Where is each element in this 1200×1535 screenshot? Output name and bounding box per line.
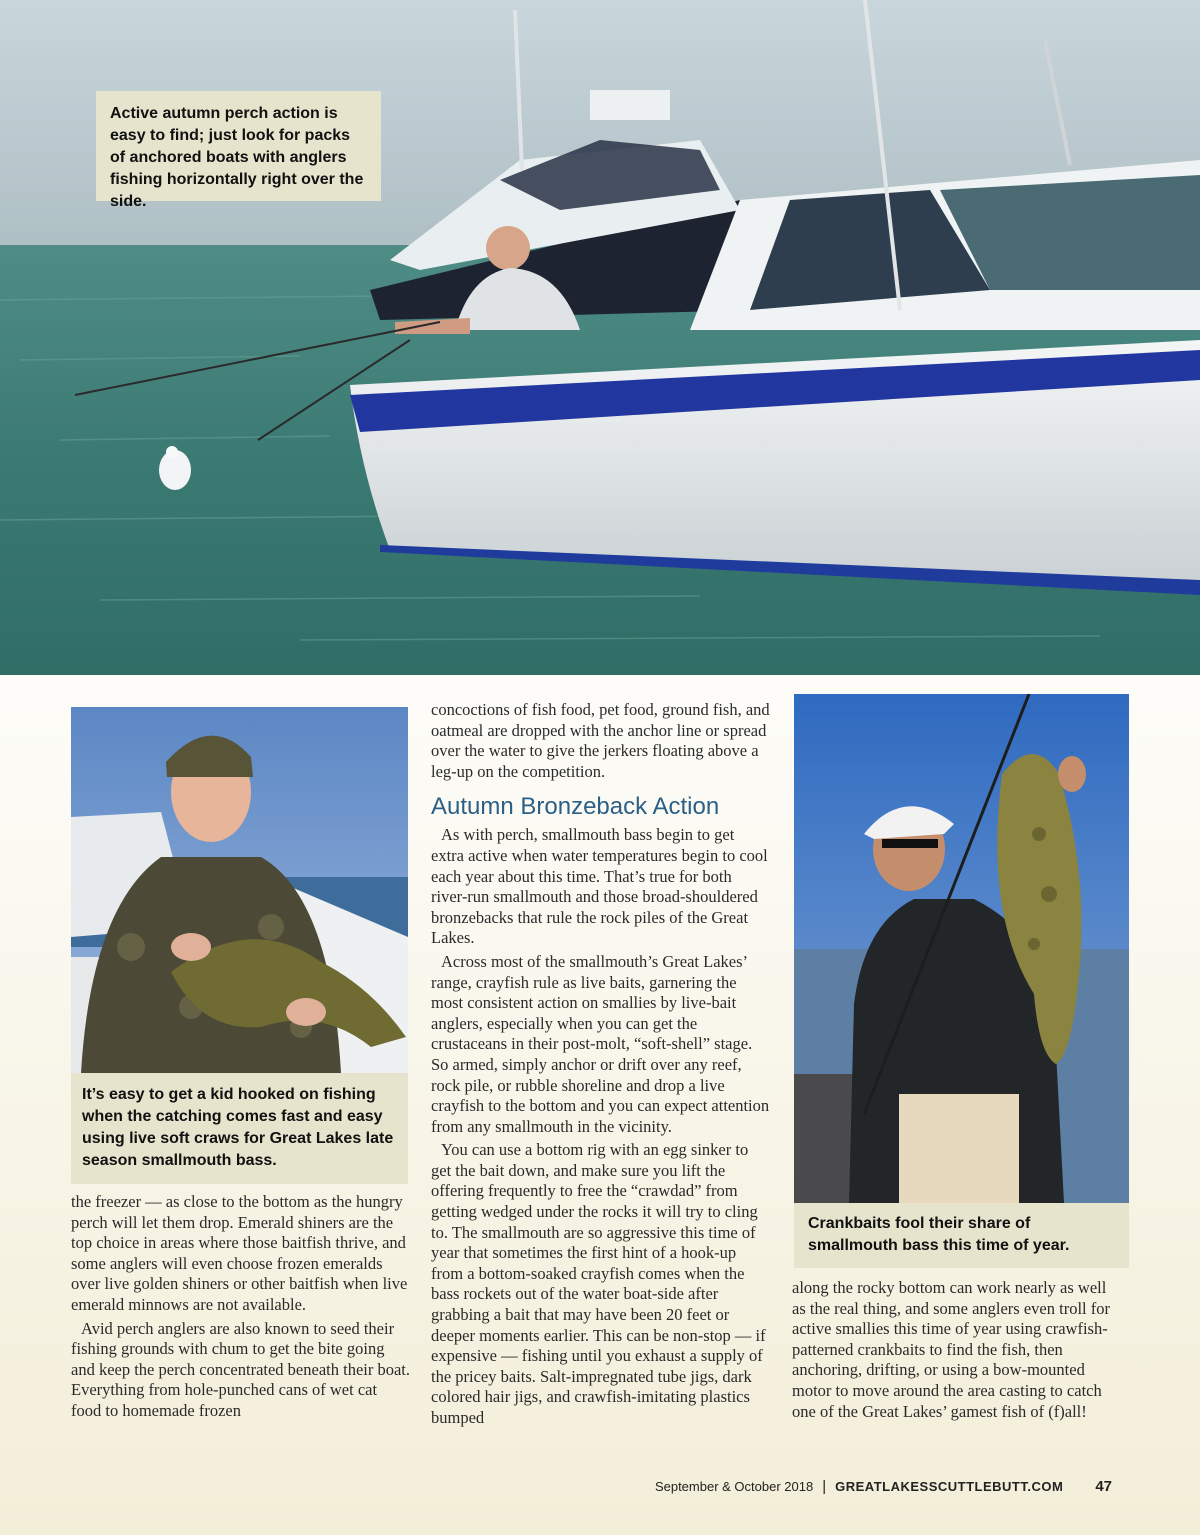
- section-heading: Autumn Bronzeback Action: [431, 793, 720, 821]
- footer-separator: |: [822, 1478, 827, 1495]
- hero-caption: Active autumn perch action is easy to find; just look for packs of anchored boats with anglers fishing horizontally right over the side.: [96, 91, 381, 201]
- column-3: [792, 1278, 1122, 1422]
- angler-photo-caption: Crankbaits fool their share of smallmouth bass this time of year.: [794, 1203, 1129, 1268]
- kid-photo-caption: It’s easy to get a kid hooked on fishing when the catching comes fast and easy using live soft craws for Great Lakes late season smallmouth bass.: [71, 1073, 408, 1184]
- column-1: [71, 1192, 411, 1422]
- website-link[interactable]: GREATLAKESSCUTTLEBUTT.COM: [835, 1479, 1064, 1494]
- kid-photo-illustration: [71, 707, 408, 1073]
- column-2-paragraph-3: Across most of the smallmouth’s Great Lakes’ range, crayfish rule as live baits, garnering the most consistent action on smallies by live-bait anglers, especially when you can get the crustaceans in their post-molt, “soft-shell” stage. So armed, simply anchor or drift over any reef, rock pile, or rubble shoreline and drop a live crayfish to the bottom and you can expect attention from any smallmouth in the vicinity.: [431, 951, 770, 1136]
- column-2-paragraph-4: You can use a bottom rig with an egg sinker to get the bait down, and make sure you lift the offering frequently to free the “crawdad” from getting wedged under the rocks it will try to cling to. The smallmouth are so aggressive this time of year that sometimes the first hint of a hook-up from a bottom-soaked crayfish comes when the bass rockets out of the water boat-side after grabbing a bait that may have been 20 feet or deeper moments earlier. This can be non-stop — if expensive — fishing until you exhaust a supply of the pricey baits. Salt-impregnated tube jigs, dark colored hair jigs, and crawfish-imitating plastics bumped: [431, 1140, 766, 1427]
- column-3-paragraph-1: along the rocky bottom can work nearly as well as the real thing, and some anglers even troll for active smallies this time of year using crawfish-patterned crankbaits to find the fish, then anchoring, drifting, or using a bow-mounted motor to move around the area casting to catch one of the Great Lakes’ gamest fish of (f)all!: [792, 1278, 1110, 1421]
- column-1-paragraph-2: Avid perch anglers are also known to seed their fishing grounds with chum to get the bite going and keep the perch concentrated beneath their boat. Everything from hole-punched cans of wet cat food to homemade frozen: [71, 1318, 410, 1420]
- column-2: [431, 700, 771, 1429]
- column-1-paragraph-1: the freezer — as close to the bottom as the hungry perch will let them drop. Emerald shiners are the top choice in areas where those baitfish thrive, and some anglers will even choose frozen emeralds over live golden shiners or other baitfish when live emerald minnows are not available.: [71, 1192, 408, 1314]
- page-footer: [655, 1478, 1112, 1495]
- column-2-paragraph-2: As with perch, smallmouth bass begin to get extra active when water temperatures begin to cool each year about this time. That’s true for both river-run smallmouth and those broad-shouldered bronzebacks that rule the rock piles of the Great Lakes.: [431, 825, 768, 948]
- angler-with-bass-photo: [794, 694, 1129, 1203]
- column-2-paragraph-1: concoctions of fish food, pet food, ground fish, and oatmeal are dropped with the anchor line or spread over the water to give the jerkers floating above a leg-up on the competition.: [431, 700, 770, 781]
- page-number: 47: [1095, 1478, 1112, 1495]
- angler-photo-illustration: [794, 694, 1129, 1203]
- issue-date: September & October 2018: [654, 1479, 814, 1494]
- kid-with-bass-photo: [71, 707, 408, 1073]
